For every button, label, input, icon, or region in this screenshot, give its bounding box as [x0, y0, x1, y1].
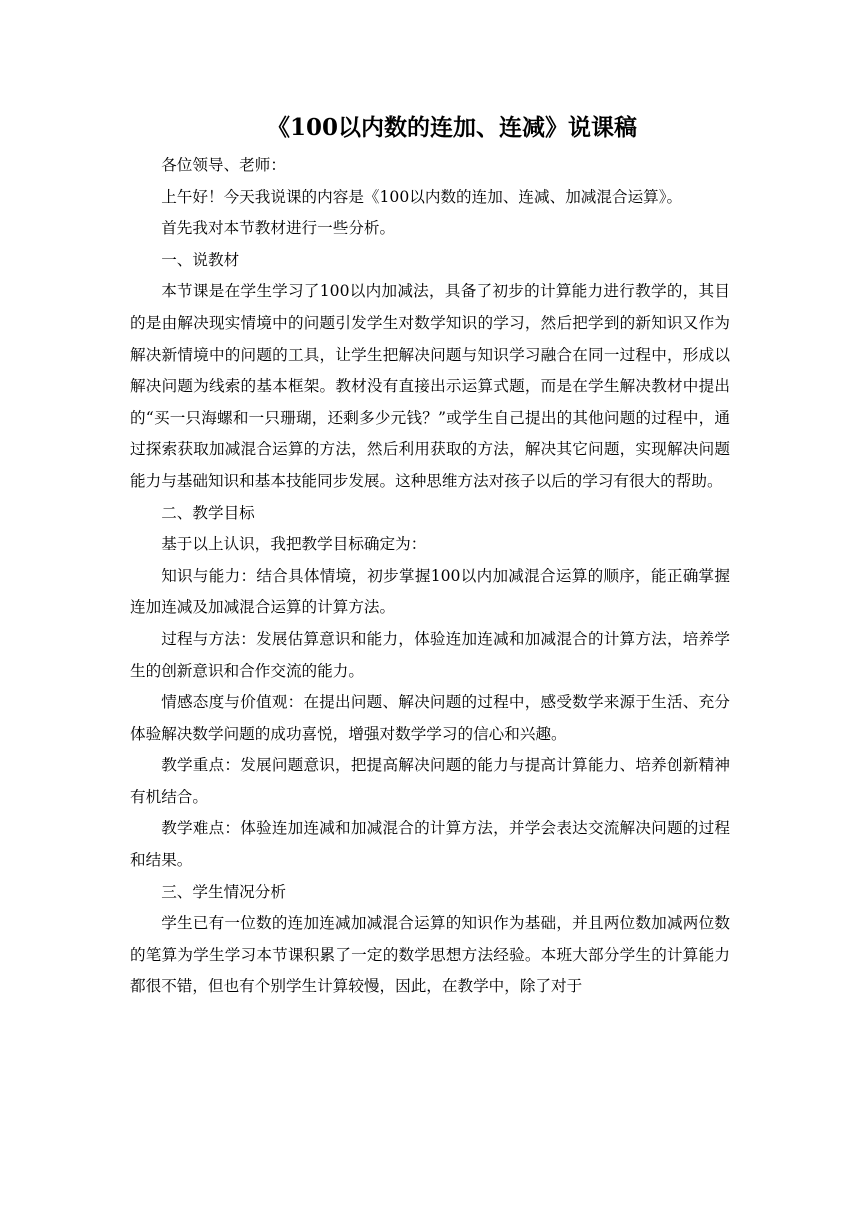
intro-paragraph: 首先我对本节教材进行一些分析。 — [161, 219, 396, 238]
opening-paragraph: 上午好！今天我说课的内容是《100以内数的连加、连减、加减混合运算》。 — [161, 187, 683, 206]
section-heading-textbook: 一、说教材 — [161, 250, 240, 269]
objective-knowledge-paragraph: 知识与能力：结合具体情境，初步掌握100以内加减混合运算的顺序，能正确掌握连加连减及加减混合运算的计算方法。 — [130, 566, 730, 617]
document-page — [130, 108, 730, 1003]
section-heading-students: 三、学生情况分析 — [161, 882, 286, 901]
difficulty-paragraph: 教学难点：体验连加连减和加减混合的计算方法，并学会表达交流解决问题的过程和结果。 — [130, 819, 730, 870]
greeting-paragraph: 各位领导、老师： — [161, 156, 286, 174]
objectives-intro-paragraph: 基于以上认识，我把教学目标确定为： — [161, 535, 427, 554]
student-analysis-paragraph: 学生已有一位数的连加连减加减混合运算的知识作为基础，并且两位数加减两位数的笔算为学生学习本节课积累了一定的数学思想方法经验。本班大部分学生的计算能力都很不错，但也有个别学生计算较慢，因此，在教学中，除了对于 — [130, 914, 730, 996]
document-title: 《100以内数的连加、连减》说课稿 — [266, 114, 637, 141]
key-point-paragraph: 教学重点：发展问题意识，把提高解决问题的能力与提高计算能力、培养创新精神有机结合。 — [130, 756, 730, 806]
objective-process-paragraph: 过程与方法：发展估算意识和能力，体验连加连减和加减混合的计算方法，培养学生的创新意识和合作交流的能力。 — [130, 629, 730, 680]
section-heading-objectives: 二、教学目标 — [161, 503, 255, 522]
objective-attitude-paragraph: 情感态度与价值观：在提出问题、解决问题的过程中，感受数学来源于生活、充分体验解决数学问题的成功喜悦，增强对数学学习的信心和兴趣。 — [130, 693, 730, 743]
textbook-analysis-paragraph: 本节课是在学生学习了100以内加减法，具备了初步的计算能力进行教学的，其目的是由解决现实情境中的问题引发学生对数学知识的学习，然后把学到的新知识又作为解决新情境中的问题的工具，让学生把解决问题与知识学习融合在同一过程中，形成以解决问题为线索的基本框架。教材没有直接出示运算式题，而是在学生解决教材中提出的“买一只海螺和一只珊瑚，还剩多少元钱？”或学生自己提出的其他问题的过程中，通过探索获取加减混合运算的方法，然后利用获取的方法，解决其它问题，实现解决问题能力与基础知识和基本技能同步发展。这种思维方法对孩子以后的学习有很大的帮助。 — [130, 282, 730, 490]
